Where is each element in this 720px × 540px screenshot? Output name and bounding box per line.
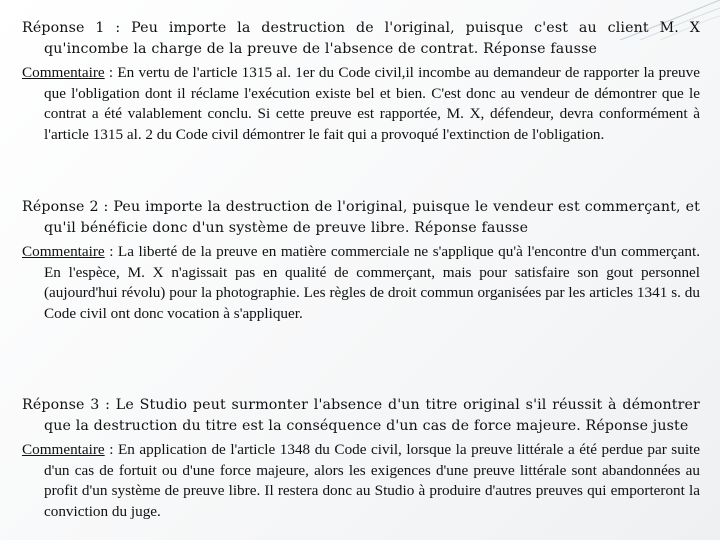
comment-3-text: : En application de l'article 1348 du Code civil, lorsque la preuve littérale a été perdue par suite d'un cas de fortuit ou d'une force majeure, alors les exigences d'une preuve littérale sont abandonnées au profit d'un système de preuve libre. Il restera donc au Studio à produire d'autres preuves qui emporteront la conviction du juge. [44,441,700,520]
answer-2-text: Réponse 2 : Peu importe la destruction de l'original, puisque le vendeur est commerçant, et qu'il bénéficie donc d'un système de preuve libre. Réponse fausse [22,199,700,236]
comment-3 [22,440,700,522]
answer-3-text: Réponse 3 : Le Studio peut surmonter l'absence d'un titre original s'il réussit à démontrer que la destruction du titre est la conséquence d'un cas de force majeure. Réponse juste [22,397,700,434]
comment-2-text: : La liberté de la preuve en matière commerciale ne s'applique qu'à l'encontre d'un commerçant. En l'espèce, M. X n'agissait pas en qualité de commerçant, mais pour satisfaire son gout personnel (aujourd'hui révolu) pour la photographie. Les règles de droit commun organisées par les articles 1341 s. du Code civil ont donc vocation à s'appliquer. [44,243,700,322]
comment-2-label: Commentaire [22,243,105,261]
comment-3-label: Commentaire [22,441,105,459]
answer-1-text: Réponse 1 : Peu importe la destruction de l'original, puisque c'est au client M. X qu'incombe la charge de la preuve de l'absence de contrat. Réponse fausse [22,20,700,57]
comment-1 [22,63,700,145]
answer-block-1 [22,18,700,146]
comment-1-label: Commentaire [22,64,105,82]
comment-2 [22,242,700,324]
answer-block-2 [22,197,700,325]
answer-block-3 [22,395,700,523]
comment-1-text: : En vertu de l'article 1315 al. 1er du Code civil,il incombe au demandeur de rapporter la preuve que l'obligation dont il réclame l'exécution existe bel et bien. C'est donc au vendeur de démontrer que le contrat a été valablement conclu. Si cette preuve est rapportée, M. X, défendeur, devra conformément à l'article 1315 al. 2 du Code civil démontrer le fait qui a provoqué l'extinction de l'obligation. [44,64,700,143]
